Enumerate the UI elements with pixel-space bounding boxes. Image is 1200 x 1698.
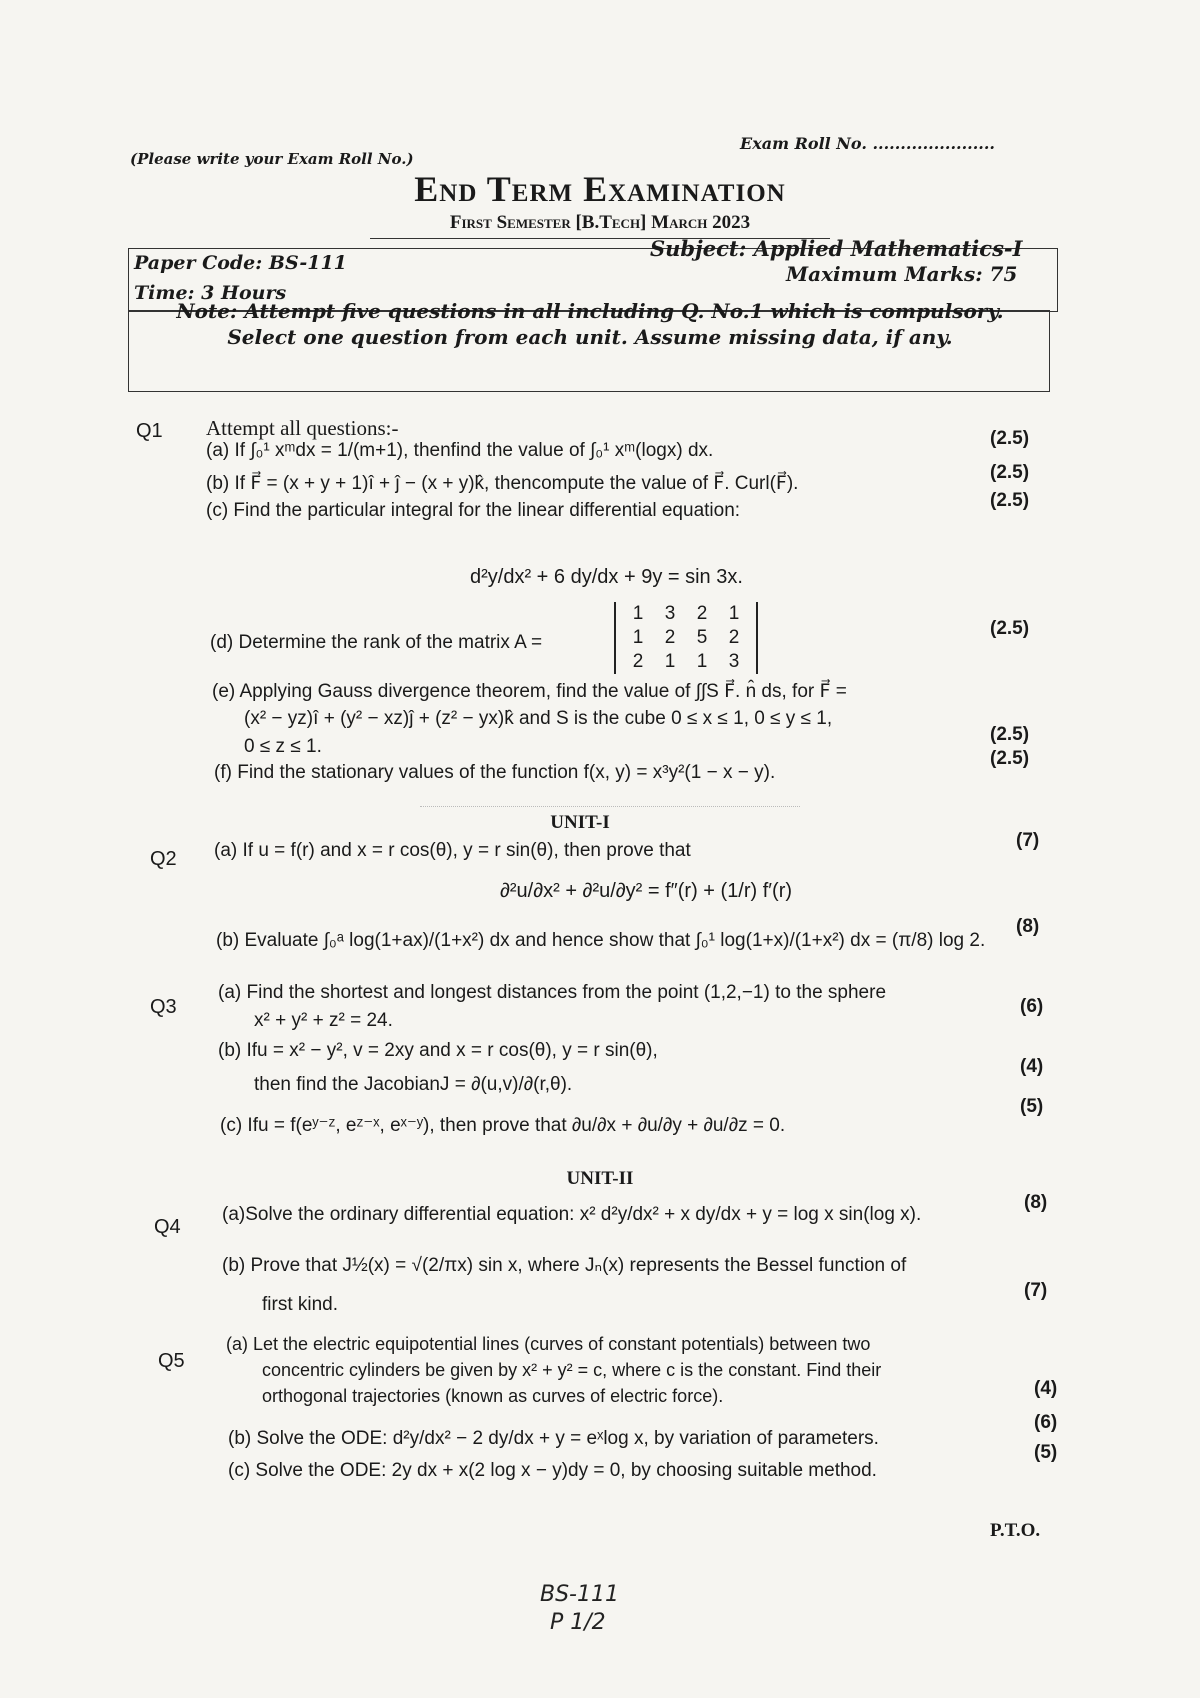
- matrix-cell: 2: [728, 627, 740, 648]
- matrix-cell: 3: [728, 651, 740, 672]
- matrix-a: [614, 602, 758, 674]
- handwritten-code: BS-111: [540, 1582, 619, 1607]
- matrix-cell: 3: [664, 603, 676, 624]
- paper-code: Paper Code: BS-111: [134, 252, 347, 274]
- matrix-cell: 1: [664, 651, 676, 672]
- matrix-cell: 1: [728, 603, 740, 624]
- q1-part-f: (f) Find the stationary values of the function f(x, y) = x³y²(1 − x − y).: [214, 762, 776, 783]
- marks: (8): [1024, 1192, 1048, 1213]
- marks: (4): [1020, 1056, 1044, 1077]
- q2-a-equation: ∂²u/∂x² + ∂²u/∂y² = f″(r) + (1/r) f′(r): [500, 880, 793, 902]
- q3-part-a-line1: (a) Find the shortest and longest distances from the point (1,2,−1) to the sphere: [218, 982, 887, 1003]
- q3-part-c: (c) Ifu = f(eʸ⁻ᶻ, eᶻ⁻ˣ, eˣ⁻ʸ), then prove that ∂u/∂x + ∂u/∂y + ∂u/∂z = 0.: [220, 1115, 786, 1136]
- q3-part-a-line2: x² + y² + z² = 24.: [254, 1010, 393, 1031]
- roll-label: Exam Roll No. ......................: [740, 134, 995, 153]
- question-number: Q5: [158, 1350, 185, 1372]
- q4-part-b-line1: (b) Prove that J½(x) = √(2/πx) sin x, where Jₙ(x) represents the Bessel function of: [222, 1255, 907, 1276]
- q3-part-b-line2: then find the JacobianJ = ∂(u,v)/∂(r,θ).: [254, 1074, 573, 1095]
- marks: (7): [1016, 830, 1040, 851]
- note-text: Note: Attempt five questions in all including Q. No.1 which is compulsory. Select one question from each unit. Assume missing data, if any.: [176, 299, 1004, 349]
- exam-title: End Term Examination: [414, 169, 786, 209]
- marks: (6): [1034, 1412, 1058, 1433]
- q5-part-a-line3: orthogonal trajectories (known as curves of electric force).: [262, 1386, 724, 1406]
- matrix-cell: 2: [632, 651, 644, 672]
- q1-intro: Attempt all questions:-: [206, 416, 399, 440]
- roll-prompt: (Please write your Exam Roll No.): [130, 150, 414, 168]
- marks: (5): [1020, 1096, 1044, 1117]
- marks: (6): [1020, 996, 1044, 1017]
- q1-c-equation: d²y/dx² + 6 dy/dx + 9y = sin 3x.: [470, 566, 743, 588]
- marks: (7): [1024, 1280, 1048, 1301]
- handwritten-page: P 1/2: [550, 1610, 606, 1635]
- matrix-cell: 1: [696, 651, 708, 672]
- matrix-cell: 2: [664, 627, 676, 648]
- q3-part-b-line1: (b) Ifu = x² − y², v = 2xy and x = r cos(θ), y = r sin(θ),: [218, 1040, 658, 1061]
- marks: (2.5): [990, 618, 1030, 639]
- matrix-cell: 2: [696, 603, 708, 624]
- q1-part-b: (b) If F⃗ = (x + y + 1)î + ĵ − (x + y)k̂, thencompute the value of F⃗. Curl(F⃗).: [206, 473, 799, 494]
- marks: (4): [1034, 1378, 1058, 1399]
- unit-heading: UNIT-II: [566, 1168, 634, 1189]
- q1-part-e-line2: (x² − yz)î + (y² − xz)ĵ + (z² − yx)k̂ and S is the cube 0 ≤ x ≤ 1, 0 ≤ y ≤ 1,: [244, 708, 833, 729]
- matrix-cell: 1: [632, 627, 644, 648]
- pto: P.T.O.: [990, 1520, 1041, 1541]
- q4-part-b-line2: first kind.: [262, 1294, 339, 1315]
- divider: [420, 806, 800, 807]
- marks: (2.5): [990, 462, 1030, 483]
- max-marks: Maximum Marks: 75: [786, 262, 1018, 286]
- question-number: Q3: [150, 996, 177, 1018]
- matrix-cell: 1: [632, 603, 644, 624]
- matrix-cell: 5: [696, 627, 708, 648]
- q5-part-a-line2: concentric cylinders be given by x² + y² = c, where c is the constant. Find their: [262, 1360, 882, 1380]
- marks: (5): [1034, 1442, 1058, 1463]
- marks: (8): [1016, 916, 1040, 937]
- q1-part-d: (d) Determine the rank of the matrix A =: [210, 632, 543, 653]
- q1-part-e-line1: (e) Applying Gauss divergence theorem, find the value of ∫∫S F⃗. n̂ ds, for F⃗ =: [212, 681, 847, 702]
- subject: Subject: Applied Mathematics-I: [650, 236, 1023, 261]
- marks: (2.5): [990, 748, 1030, 769]
- q4-part-a: (a)Solve the ordinary differential equation: x² d²y/dx² + x dy/dx + y = log x sin(log x).: [222, 1204, 922, 1225]
- q1-part-e-line3: 0 ≤ z ≤ 1.: [244, 736, 322, 757]
- marks: (2.5): [990, 428, 1030, 449]
- q1-part-a: (a) If ∫₀¹ xᵐdx = 1/(m+1), thenfind the value of ∫₀¹ xᵐ(logx) dx.: [206, 440, 714, 461]
- marks: (2.5): [990, 724, 1030, 745]
- time-allowed: Time: 3 Hours: [134, 282, 287, 304]
- q5-part-c: (c) Solve the ODE: 2y dx + x(2 log x − y)dy = 0, by choosing suitable method.: [228, 1460, 877, 1481]
- question-number: Q1: [136, 420, 163, 442]
- q1-part-c: (c) Find the particular integral for the linear differential equation:: [206, 500, 741, 521]
- unit-heading: UNIT-I: [550, 812, 610, 833]
- q5-part-a-line1: (a) Let the electric equipotential lines (curves of constant potentials) between two: [226, 1334, 871, 1354]
- q5-part-b: (b) Solve the ODE: d²y/dx² − 2 dy/dx + y = eˣlog x, by variation of parameters.: [228, 1428, 879, 1449]
- marks: (2.5): [990, 490, 1030, 511]
- exam-subtitle: First Semester [B.Tech] March 2023: [449, 212, 751, 233]
- question-number: Q4: [154, 1216, 181, 1238]
- question-number: Q2: [150, 848, 177, 870]
- q2-part-b: (b) Evaluate ∫₀ᵃ log(1+ax)/(1+x²) dx and hence show that ∫₀¹ log(1+x)/(1+x²) dx = (π/8) log 2.: [216, 930, 986, 951]
- q2-part-a: (a) If u = f(r) and x = r cos(θ), y = r sin(θ), then prove that: [214, 840, 691, 861]
